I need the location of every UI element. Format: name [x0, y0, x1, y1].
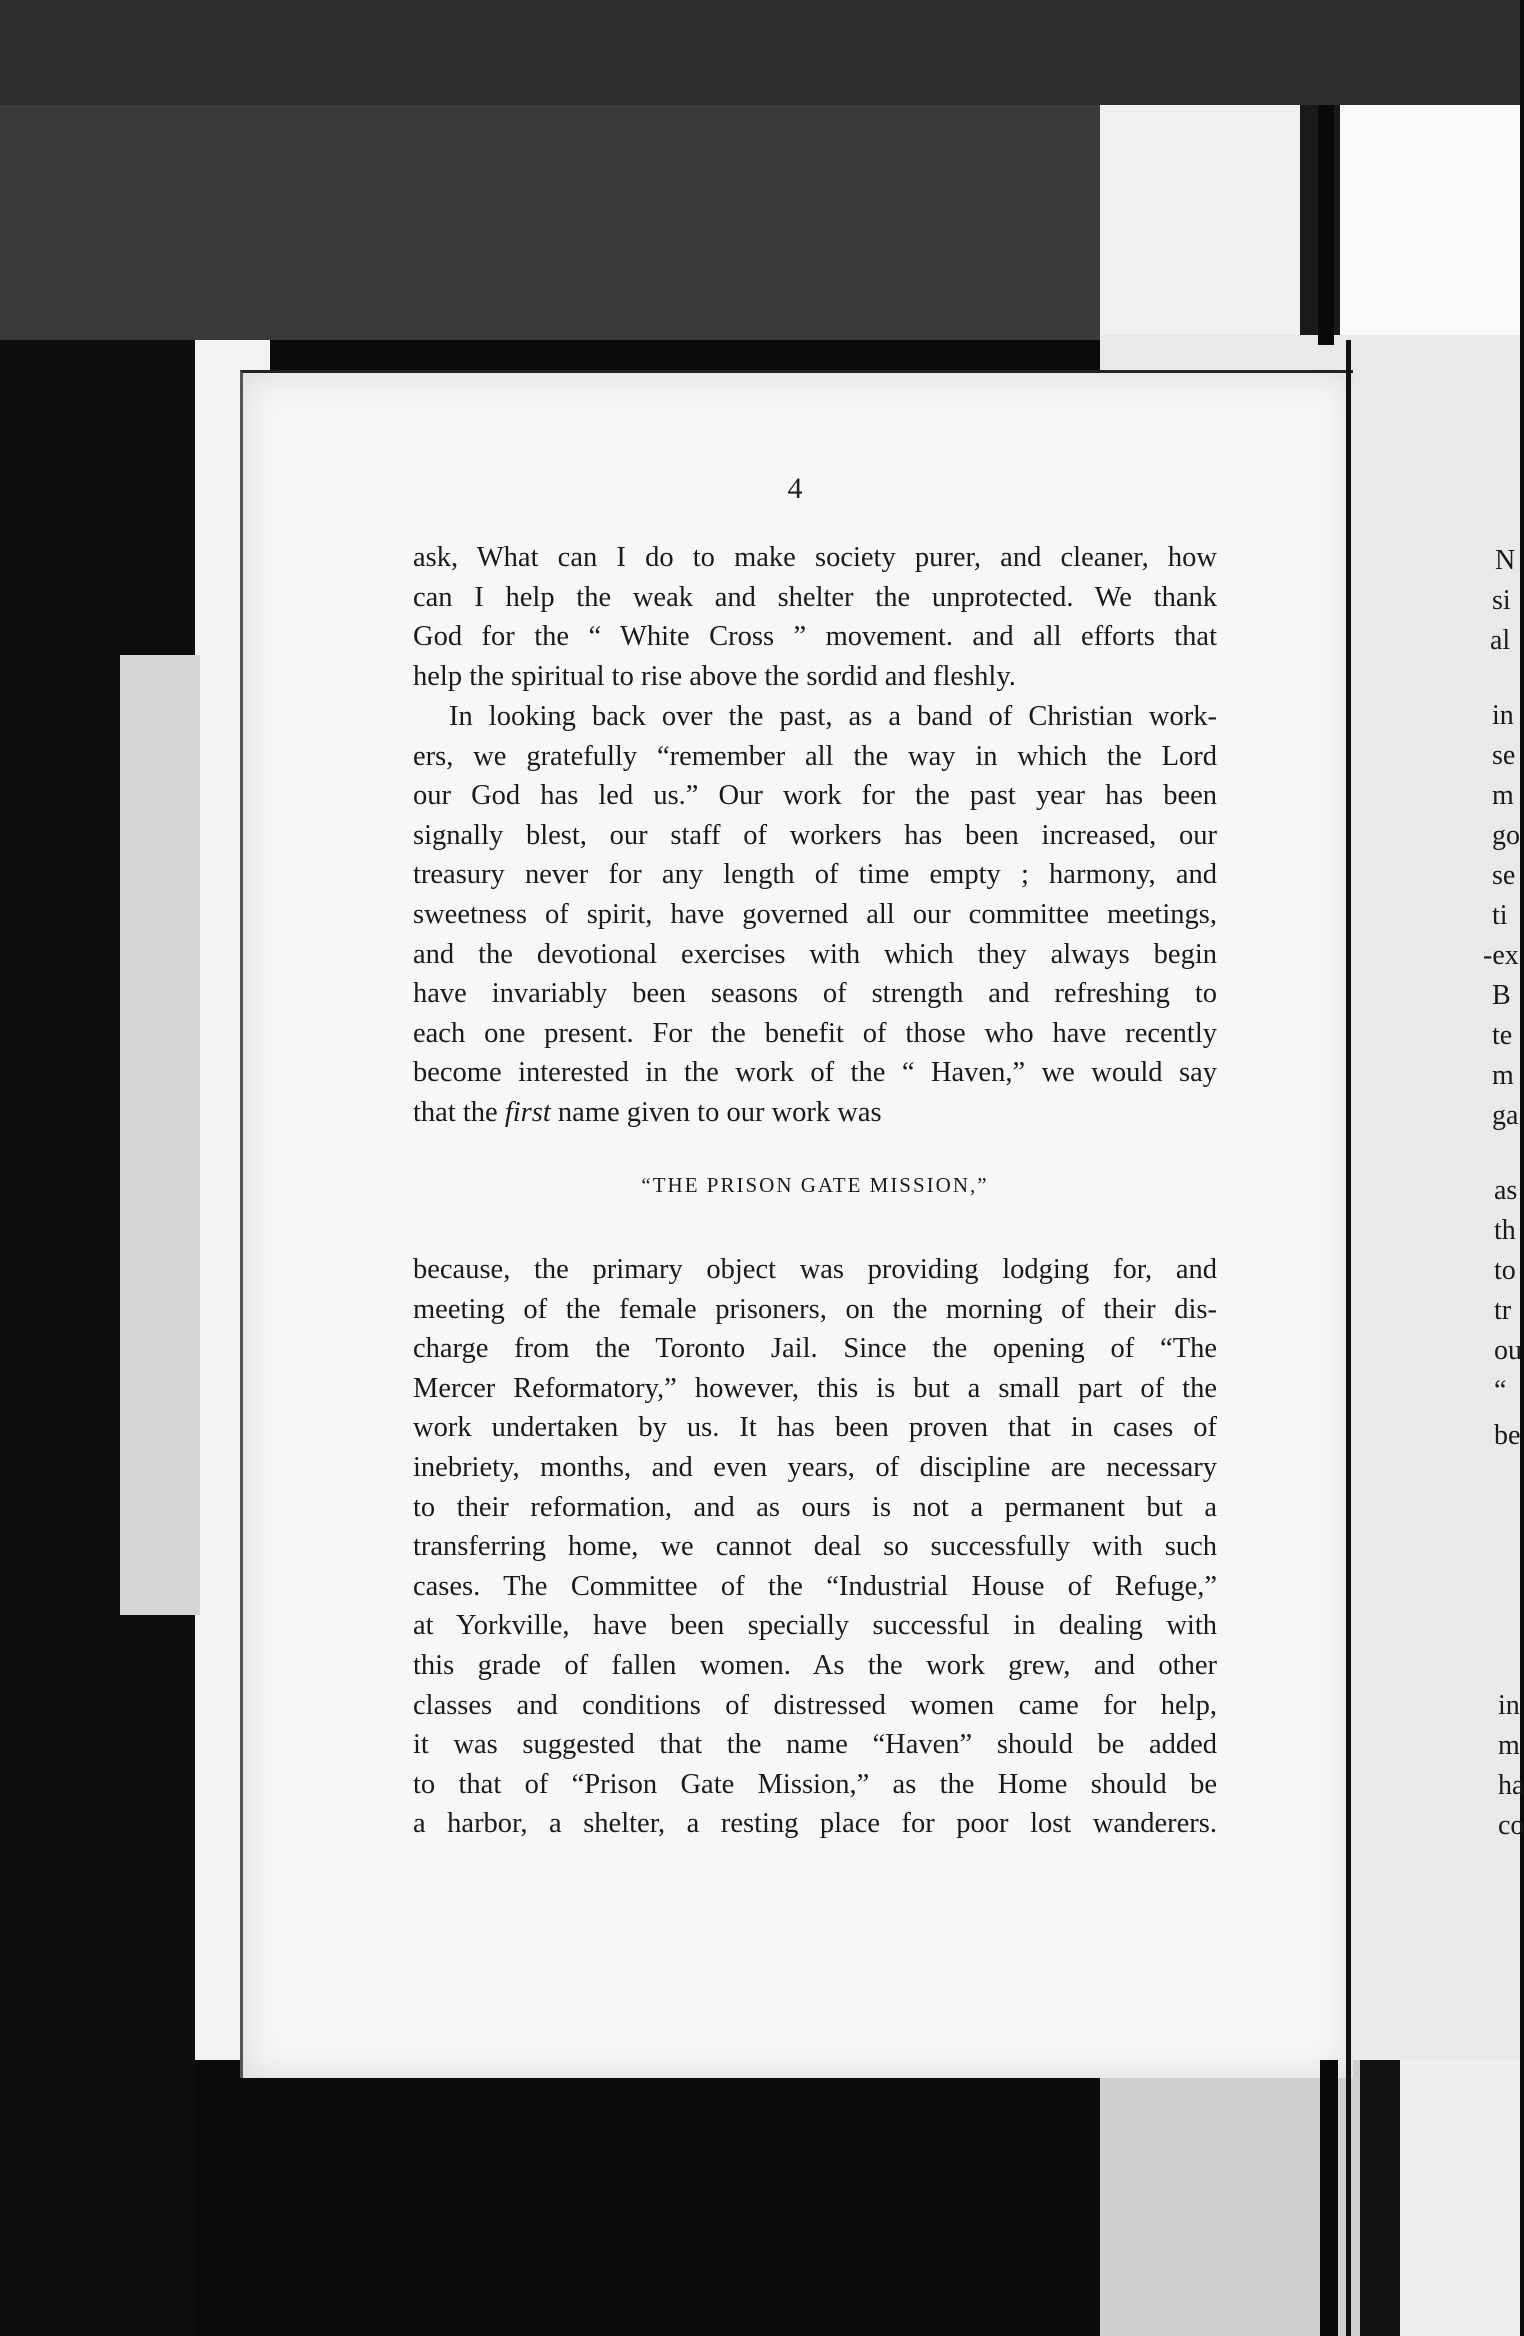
text-line: charge from the Toronto Jail. Since the opening of “The: [413, 1333, 1217, 1365]
text-line: meeting of the female prisoners, on the morning of their dis-: [413, 1293, 1217, 1325]
facing-page-fragment: se: [1492, 860, 1516, 891]
text-line: classes and conditions of distressed women came for help,: [413, 1689, 1217, 1721]
section-heading: “THE PRISON GATE MISSION,”: [641, 1173, 989, 1197]
facing-page-fragment: B: [1492, 980, 1511, 1011]
facing-page-fragment: m: [1498, 1730, 1520, 1761]
text-line: ask, What can I do to make society purer, and cleaner, how: [413, 542, 1217, 573]
text-line: at Yorkville, have been specially successful in dealing with: [413, 1610, 1217, 1642]
text-line: and the devotional exercises with which they always begin: [413, 938, 1217, 970]
facing-page-fragment: se: [1492, 740, 1516, 771]
text-line: to their reformation, and as ours is not a permanent but a: [413, 1491, 1217, 1523]
facing-page-fragment: ti: [1492, 900, 1508, 931]
page-gutter-bottom: [1320, 2060, 1338, 2336]
text-line: cases. The Committee of the “Industrial House of Refuge,”: [413, 1570, 1217, 1602]
text-line: inebriety, months, and even years, of discipline are necessary: [413, 1451, 1217, 1483]
text-line: sweetness of spirit, have governed all our committee meetings,: [413, 898, 1217, 930]
facing-page-fragment: co: [1498, 1810, 1524, 1841]
page-gutter: [1346, 340, 1351, 2336]
text-line: to that of “Prison Gate Mission,” as the Home should be: [413, 1768, 1217, 1800]
facing-page-bottom-edge: [1100, 2060, 1520, 2336]
facing-page-fragment: to: [1494, 1255, 1516, 1286]
facing-page-fragment: th: [1494, 1215, 1516, 1246]
text-line: God for the “ White Cross ” movement. and all efforts that: [413, 621, 1217, 653]
facing-page-top-edge: [1100, 105, 1520, 335]
text-line: In looking back over the past, as a band of Christian work-: [449, 701, 1217, 732]
text-line: Mercer Reformatory,” however, this is but a small part of the: [413, 1372, 1217, 1404]
facing-page-fragment: m: [1492, 780, 1514, 811]
text-line: help the spiritual to rise above the sordid and fleshly.: [413, 660, 1016, 692]
facing-page-fragment: te: [1492, 1020, 1513, 1051]
text-line: it was suggested that the name “Haven” should be added: [413, 1729, 1217, 1761]
text-line: a harbor, a shelter, a resting place for poor lost wanderers.: [413, 1808, 1217, 1840]
scan-background-band: [0, 105, 1100, 340]
text-line: our God has led us.” Our work for the past year has been: [413, 780, 1217, 812]
facing-page-fragment: -ex: [1483, 940, 1519, 971]
facing-page-fragment: in: [1492, 700, 1514, 731]
text-line: treasury never for any length of time empty ; harmony, and: [413, 859, 1217, 891]
facing-page-fragment: as: [1494, 1175, 1518, 1206]
text-line: ers, we gratefully “remember all the way in which the Lord: [413, 740, 1217, 772]
paragraph-3: [413, 1250, 1217, 1844]
text-line: transferring home, we cannot deal so successfully with such: [413, 1531, 1217, 1563]
page-gutter-top: [1318, 105, 1334, 345]
backing-tab: [120, 655, 200, 1615]
facing-page-fragment: in: [1498, 1690, 1520, 1721]
text-line: can I help the weak and shelter the unprotected. We thank: [413, 581, 1217, 613]
text-line: have invariably been seasons of strength and refreshing to: [413, 978, 1217, 1010]
facing-page-fragment: ha: [1498, 1770, 1524, 1801]
text-line: this grade of fallen women. As the work grew, and other: [413, 1649, 1217, 1681]
facing-page-fragment: m: [1492, 1060, 1514, 1091]
facing-page-fragment: go: [1492, 820, 1520, 851]
emphasis: first: [504, 1096, 551, 1128]
page-number: 4: [787, 472, 803, 505]
text-line: because, the primary object was providing lodging for, and: [413, 1254, 1217, 1285]
paragraph-1: [413, 538, 1217, 696]
scan-background-top: [0, 0, 1520, 105]
facing-page-fragment: tr: [1494, 1295, 1512, 1326]
facing-page-fragment: ou: [1494, 1335, 1522, 1366]
text-line: signally blest, our staff of workers has been increased, our: [413, 819, 1217, 851]
facing-page-fragment: be: [1494, 1420, 1521, 1451]
text-line: that the first name given to our work was: [413, 1096, 882, 1128]
facing-page-fragment: al: [1490, 625, 1511, 656]
facing-page-fragment: si: [1492, 585, 1511, 616]
facing-page-fragment: “: [1494, 1375, 1507, 1406]
text-line: work undertaken by us. It has been proven that in cases of: [413, 1412, 1217, 1444]
facing-page-fragment: N: [1495, 545, 1516, 576]
text-line: each one present. For the benefit of those who have recently: [413, 1017, 1217, 1049]
facing-page-fragment: ga: [1492, 1100, 1519, 1131]
paragraph-2: [413, 697, 1217, 1133]
text-line: become interested in the work of the “ Haven,” we would say: [413, 1057, 1217, 1089]
